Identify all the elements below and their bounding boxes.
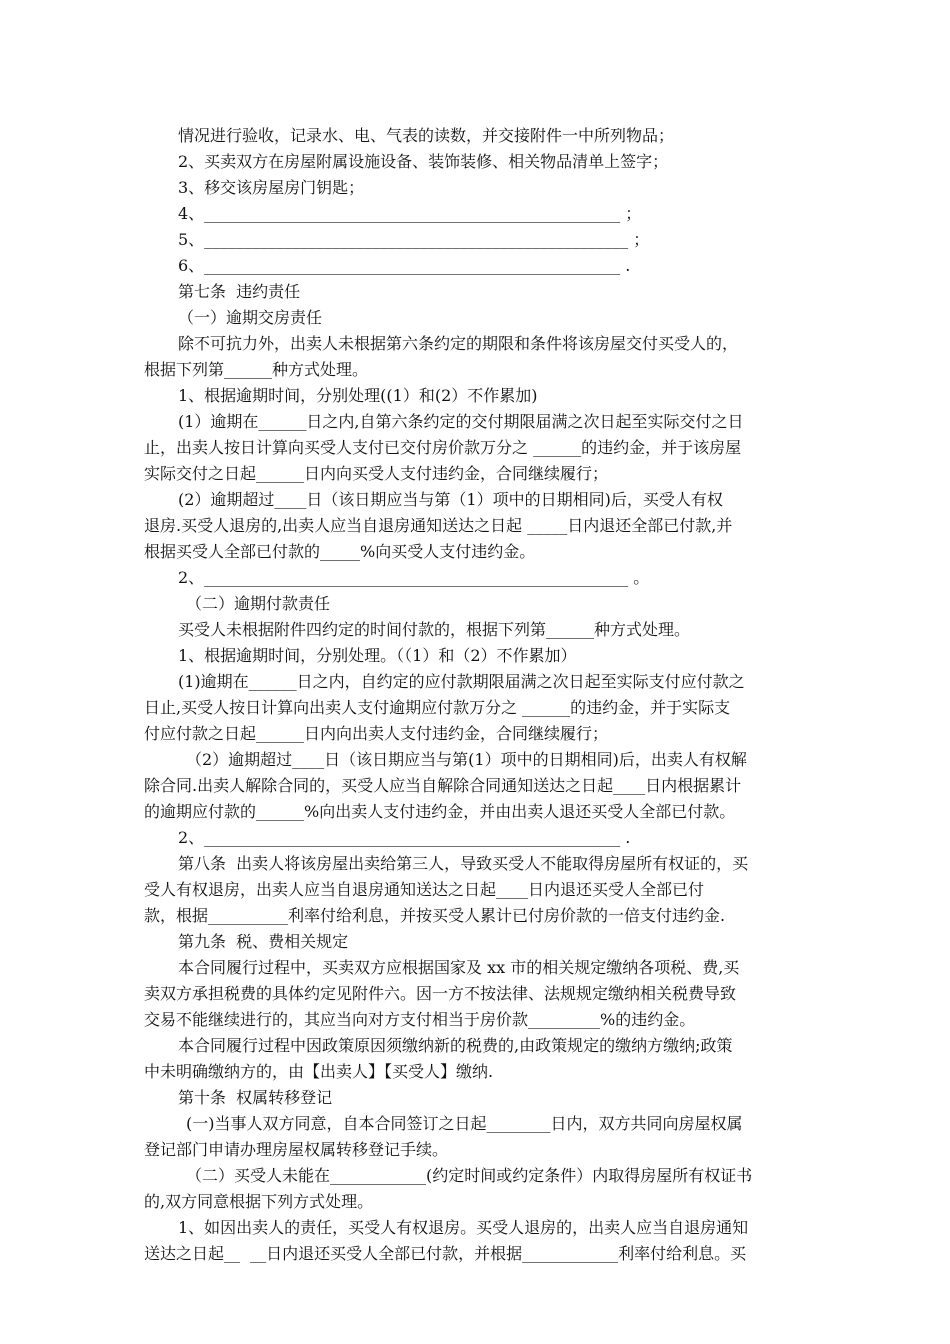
text-line: 送达之日起__ __日内退还买受人全部已付款，并根据____________利率付给利息。买: [144, 1244, 747, 1263]
text-line: 卖双方承担税费的具体约定见附件六。因一方不按法律、法规规定缴纳相关税费导致: [144, 984, 737, 1003]
text-line: 本合同履行过程中，买卖双方应根据国家及 xx 市的相关规定缴纳各项税、费,买: [178, 958, 740, 977]
text-line: 除合同.出卖人解除合同的，买受人应当自解除合同通知送达之日起____日内根据累计: [144, 776, 742, 795]
text-line: (1)逾期在______日之内，自约定的应付款期限届满之次日起至实际支付应付款之: [178, 672, 745, 691]
text-line: 1、根据逾期时间，分别处理((1）和(2）不作累加): [178, 386, 538, 405]
text-line: 1、如因出卖人的责任，买受人有权退房。买受人退房的，出卖人应当自退房通知: [178, 1218, 749, 1237]
text-line: 付应付款之日起______日内向出卖人支付违约金，合同继续履行；: [144, 724, 609, 743]
text-line: 情况进行验收，记录水、电、气表的读数，并交接附件一中所列物品；: [178, 126, 675, 145]
text-line: 2、_____________________________________________________ 。: [178, 568, 650, 587]
text-line: （二）买受人未能在____________(约定时间或约定条件）内取得房屋所有权证书: [186, 1166, 753, 1185]
section-heading: 第九条 税、费相关规定: [178, 932, 349, 951]
text-line: (2）逾期超过____日（该日期应当与第（1）项中的日期相同)后，买受人有权: [178, 490, 723, 509]
subsection-heading: （一）逾期交房责任: [178, 308, 323, 327]
text-line: 3、移交该房屋房门钥匙；: [178, 178, 365, 197]
text-line: 2、____________________________________________________ .: [178, 828, 631, 847]
text-line: 退房.买受人退房的,出卖人应当自退房通知送达之日起 _____日内退还全部已付款,并: [144, 516, 733, 535]
text-line: (1）逾期在______日之内,自第六条约定的交付期限届满之次日起至实际交付之日: [178, 412, 744, 431]
text-line: 受人有权退房，出卖人应当自退房通知送达之日起____日内退还买受人全部已付: [144, 880, 705, 899]
text-line: 中未明确缴纳方的，由【出卖人】【买受人】缴纳.: [144, 1062, 494, 1081]
text-line: 4、____________________________________________________ ；: [178, 204, 642, 223]
text-line: 5、_____________________________________________________ ；: [178, 230, 650, 249]
section-heading: 第八条 出卖人将该房屋出卖给第三人，导致买受人不能取得房屋所有权证的，买: [178, 854, 749, 873]
text-line: 交易不能继续进行的，其应当向对方支付相当于房价款_________%的违约金。: [144, 1010, 696, 1029]
text-line: 登记部门申请办理房屋权属转移登记手续。: [144, 1140, 449, 1159]
text-line: 根据下列第______种方式处理。: [144, 360, 369, 379]
section-heading: 第十条 权属转移登记: [178, 1088, 333, 1107]
text-line: 款，根据__________利率付给利息，并按买受人累计已付房价款的一倍支付违约金.: [144, 906, 726, 925]
text-line: 1、根据逾期时间，分别处理。（（1）和（2）不作累加）: [178, 646, 577, 665]
text-line: （2）逾期超过____日（该日期应当与第(1）项中的日期相同)后，出卖人有权解: [186, 750, 747, 769]
text-line: 根据买受人全部已付款的_____%向买受人支付违约金。: [144, 542, 536, 561]
text-line: 2、买卖双方在房屋附属设施设备、装饰装修、相关物品清单上签字；: [178, 152, 669, 171]
text-line: 的,双方同意根据下列方式处理。: [144, 1192, 374, 1211]
subsection-heading: （二）逾期付款责任: [186, 594, 331, 613]
text-line: 止，出卖人按日计算向买受人支付已交付房价款万分之 ______的违约金，并于该房屋: [144, 438, 742, 457]
text-line: 除不可抗力外，出卖人未根据第六条约定的期限和条件将该房屋交付买受人的，: [178, 334, 739, 353]
text-line: 实际交付之日起______日内向买受人支付违约金，合同继续履行；: [144, 464, 609, 483]
text-line: 6、____________________________________________________ .: [178, 256, 631, 275]
text-line: 本合同履行过程中因政策原因须缴纳新的税费的,由政策规定的缴纳方缴纳;政策: [178, 1036, 733, 1055]
text-line: 的逾期应付款的______%向出卖人支付违约金，并由出卖人退还买受人全部已付款。: [144, 802, 736, 821]
text-line: 买受人未根据附件四约定的时间付款的，根据下列第______种方式处理。: [178, 620, 691, 639]
text-line: (一)当事人双方同意，自本合同签订之日起________日内，双方共同向房屋权属: [186, 1114, 743, 1133]
section-heading: 第七条 违约责任: [178, 282, 301, 301]
text-line: 日止,买受人按日计算向出卖人支付逾期应付款万分之 ______的违约金，并于实际支: [144, 698, 731, 717]
